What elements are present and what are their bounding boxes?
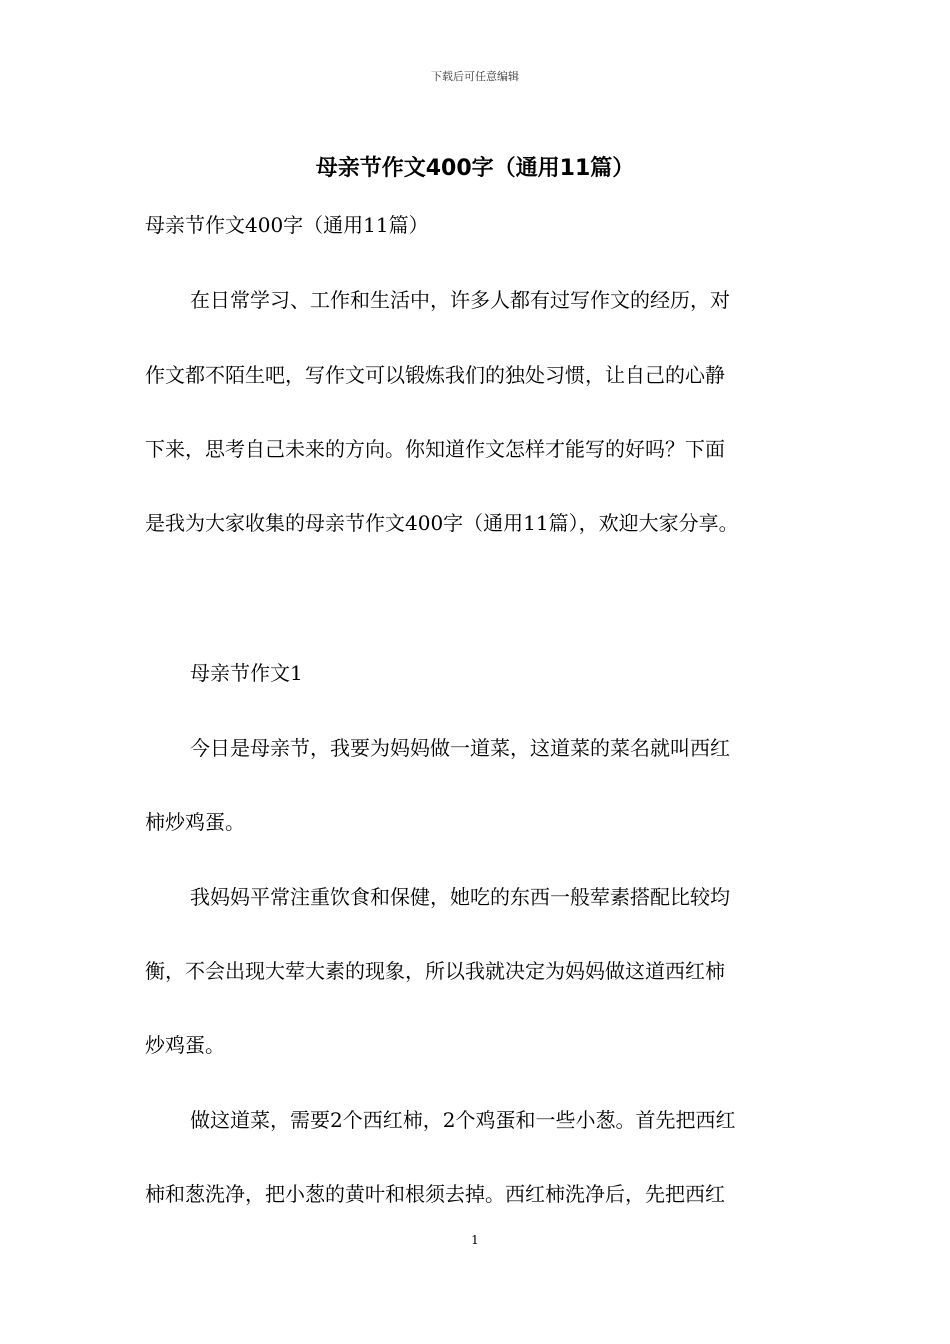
paragraph-line: 做这道菜，需要2个西红柿，2个鸡蛋和一些小葱。首先把西红 — [190, 1108, 736, 1132]
subtitle-line: 母亲节作文400字（通用11篇） — [145, 213, 429, 237]
paragraph-line: 衡，不会出现大荤大素的现象，所以我就决定为妈妈做这道西红柿 — [145, 959, 725, 983]
page-header-note: 下载后可任意编辑 — [431, 70, 519, 83]
paragraph-line: 下来，思考自己未来的方向。你知道作文怎样才能写的好吗？下面 — [145, 437, 725, 461]
page-number: 1 — [471, 1233, 479, 1247]
paragraph-line: 是我为大家收集的母亲节作文400字（通用11篇），欢迎大家分享。 — [145, 511, 739, 535]
paragraph-line: 炒鸡蛋。 — [145, 1033, 225, 1057]
paragraph-line: 柿炒鸡蛋。 — [145, 810, 245, 834]
paragraph-line: 作文都不陌生吧，写作文可以锻炼我们的独处习惯，让自己的心静 — [145, 363, 725, 387]
document-title: 母亲节作文400字（通用11篇） — [315, 156, 635, 181]
paragraph-line: 我妈妈平常注重饮食和保健，她吃的东西一般荤素搭配比较均 — [190, 885, 730, 909]
paragraph-line: 在日常学习、工作和生活中，许多人都有过写作文的经历，对 — [190, 288, 730, 312]
section-heading: 母亲节作文1 — [190, 661, 303, 685]
paragraph-line: 今日是母亲节，我要为妈妈做一道菜，这道菜的菜名就叫西红 — [190, 736, 730, 760]
paragraph-line: 柿和葱洗净，把小葱的黄叶和根须去掉。西红柿洗净后，先把西红 — [145, 1182, 725, 1206]
